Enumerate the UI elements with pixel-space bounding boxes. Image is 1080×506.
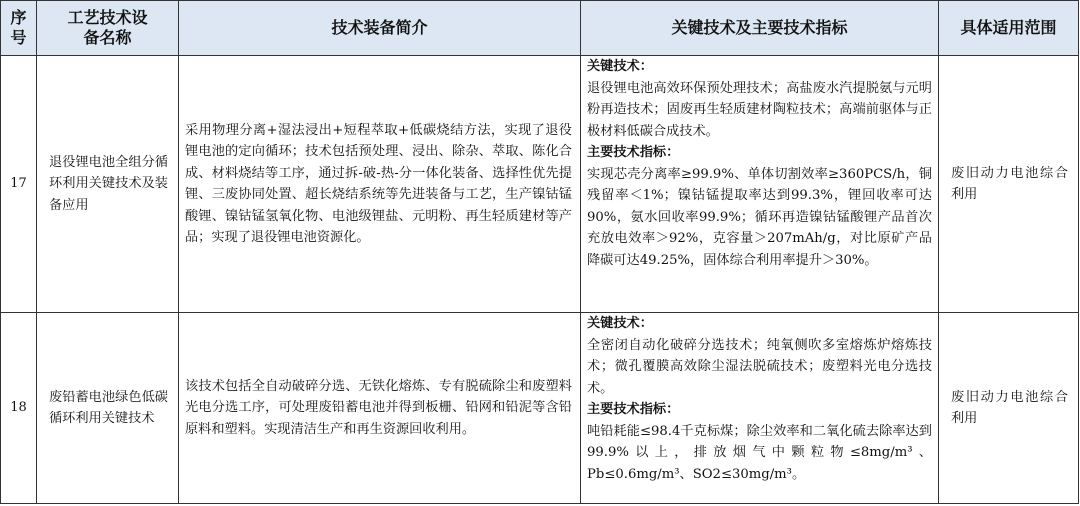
key-tech-text: 退役锂电池高效环保预处理技术；高盐废水汽提脱氨与元明粉再造技术；固废再生轻质建材陶粒技术；高端前驱体与正极材料低碳合成技术。 — [587, 80, 932, 139]
header-key: 关键技术及主要技术指标 — [581, 1, 939, 56]
header-scope: 具体适用范围 — [939, 1, 1079, 56]
row-key-indicators — [581, 313, 939, 504]
row-number: 18 — [1, 313, 37, 504]
row-intro: 采用物理分离+湿法浸出+短程萃取+低碳烧结方法，实现了退役锂电池的定向循环；技术包括预处理、浸出、除杂、萃取、陈化合成、材料烧结等工序，通过拆-破-热-分一体化装备、选择性优先提锂、三废协同处置、超长烧结系统等先进装备与工艺，生产镍钴锰酸锂、镍钴锰氢氧化物、电池级锂盐、元明粉、再生轻质建材等产品；实现了退役锂电池资源化。 — [179, 56, 581, 313]
row-intro: 该技术包括全自动破碎分选、无铁化熔炼、专有脱硫除尘和废塑料光电分选工序，可处理废铅蓄电池并得到板栅、铅网和铅泥等含铅原料和塑料。实现清洁生产和再生资源回收利用。 — [179, 313, 581, 504]
row-number: 17 — [1, 56, 37, 313]
table-header-row — [1, 1, 1079, 56]
main-index-title: 主要技术指标： — [587, 145, 680, 160]
row-key-indicators — [581, 56, 939, 313]
key-tech-title: 关键技术： — [587, 59, 653, 74]
row-scope: 废旧动力电池综合利用 — [939, 56, 1079, 313]
table-row — [1, 56, 1079, 313]
header-name: 工艺技术设备名称 — [37, 1, 179, 56]
table-row — [1, 313, 1079, 504]
main-index-text: 吨铅耗能≤98.4千克标煤；除尘效率和二氧化硫去除率达到99.9%以上，排放烟气中颗粒物≤8mg/m³、Pb≤0.6mg/m³、SO2≤30mg/m³。 — [587, 423, 932, 482]
row-name: 退役锂电池全组分循环利用关键技术及装备应用 — [37, 56, 179, 313]
header-num: 序号 — [1, 1, 37, 56]
key-tech-title: 关键技术： — [587, 316, 653, 331]
main-index-title: 主要技术指标： — [587, 402, 680, 417]
key-tech-text: 全密闭自动化破碎分选技术；纯氧侧吹多室熔炼炉熔炼技术；微孔覆膜高效除尘湿法脱硫技术；废塑料光电分选技术。 — [587, 337, 932, 396]
header-intro: 技术装备简介 — [179, 1, 581, 56]
row-scope: 废旧动力电池综合利用 — [939, 313, 1079, 504]
row-name: 废铅蓄电池绿色低碳循环利用关键技术 — [37, 313, 179, 504]
main-index-text: 实现芯壳分离率≥99.9%、单体切割效率≥360PCS/h，铜残留率＜1%；镍钴锰提取率达到99.3%，锂回收率可达90%，氨水回收率99.9%；循环再造镍钴锰酸锂产品首次充放电效率＞92%，克容量＞207mAh/g，对比原矿产品降碳可达49.25%，固体综合利用率提升＞30%。 — [587, 166, 932, 268]
